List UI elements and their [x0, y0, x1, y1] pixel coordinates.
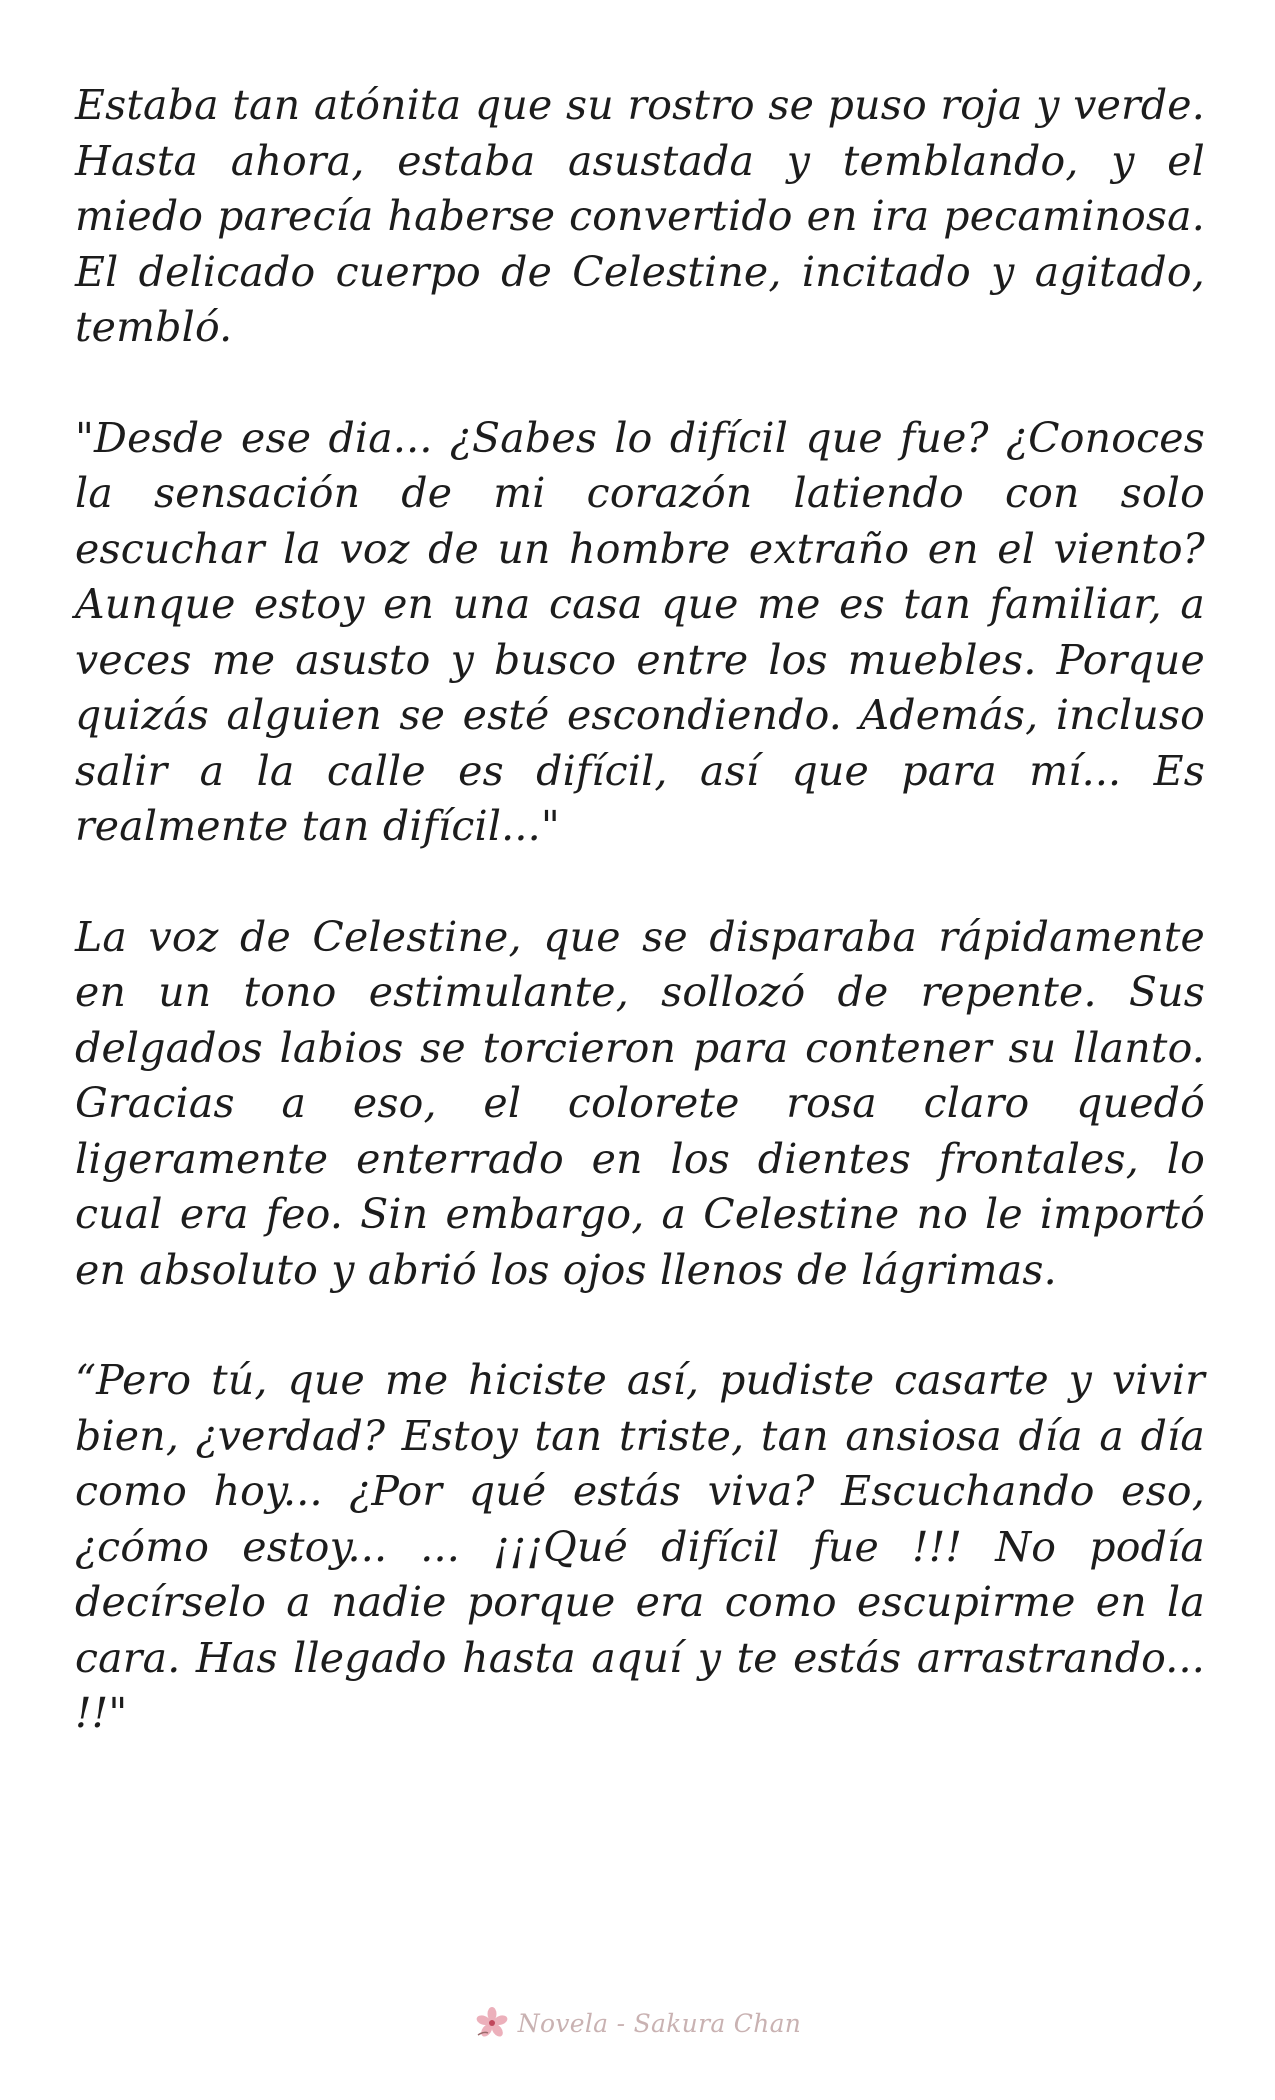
- paragraph-1: Estaba tan atónita que su rostro se puso roja y verde. Hasta ahora, estaba asustada y temblando, y el miedo parecía haberse convertido en ira pecaminosa. El delicado cuerpo de Celestine, incitado y agitado, tembló.: [75, 81, 1205, 351]
- watermark-inner: [474, 2005, 801, 2041]
- paragraph-3: La voz de Celestine, que se disparaba rápidamente en un tono estimulante, sollozó de repente. Sus delgados labios se torcieron para contener su llanto. Gracias a eso, el colorete rosa claro quedó ligeramente enterrado en los dientes frontales, lo cual era feo. Sin embargo, a Celestine no le importó en absoluto y abrió los ojos llenos de lágrimas.: [75, 912, 1205, 1294]
- sakura-flower-icon: [474, 2005, 510, 2041]
- watermark-text: Novela - Sakura Chan: [517, 2008, 802, 2038]
- story-text: [75, 78, 1205, 1797]
- paragraph-2: "Desde ese dia... ¿Sabes lo difícil que fue? ¿Conoces la sensación de mi corazón latiendo con solo escuchar la voz de un hombre extraño en el viento? Aunque estoy en una casa que me es tan familiar, a veces me asusto y busco entre los muebles. Porque quizás alguien se esté escondiendo. Además, incluso salir a la calle es difícil, así que para mí... Es realmente tan difícil...": [75, 413, 1205, 850]
- watermark: [0, 1998, 1275, 2048]
- paragraph-4: “Pero tú, que me hiciste así, pudiste casarte y vivir bien, ¿verdad? Estoy tan triste, tan ansiosa día a día como hoy... ¿Por qué estás viva? Escuchando eso, ¿cómo estoy... ... ¡¡¡Qué difícil fue !!! No podía decírselo a nadie porque era como escupirme en la cara. Has llegado hasta aquí y te estás arrastrando... !!": [75, 1356, 1205, 1737]
